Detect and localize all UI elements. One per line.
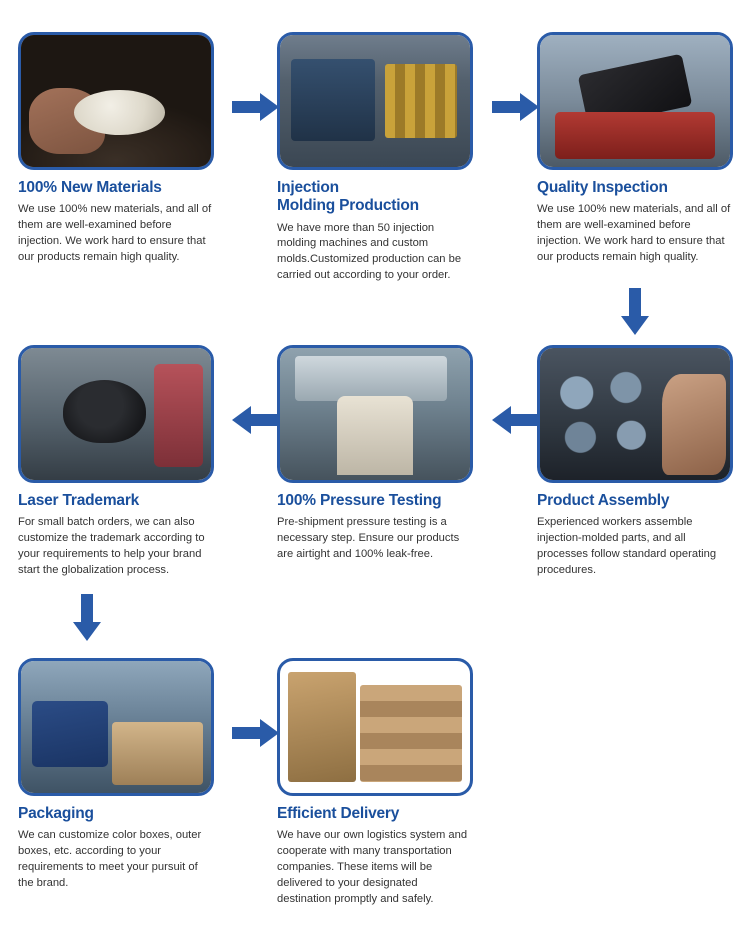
step-image-efficient-delivery [277, 658, 473, 796]
step-image-packaging [18, 658, 214, 796]
step-title-line1: Injection [277, 179, 339, 196]
photo-art-laser [21, 348, 211, 480]
step-description: We use 100% new materials, and all of them are well-examined before injection. We work hard to ensure that our products remain high quality. [537, 203, 731, 263]
step-card-injection-molding [277, 32, 473, 284]
step-card-packaging [18, 658, 214, 892]
step-image-product-assembly [537, 345, 733, 483]
step-title: Quality Inspection [537, 179, 668, 196]
step-description: We use 100% new materials, and all of them are well-examined before injection. We work hard to ensure that our products remain high quality. [18, 203, 212, 263]
arrow-left-icon-2 [232, 405, 280, 435]
step-description: We have our own logistics system and cooperate with many transportation companies. These items will be delivered to your designated destination promptly and safely. [277, 829, 468, 905]
step-card-pressure-testing [277, 345, 473, 563]
step-image-injection-molding [277, 32, 473, 170]
step-card-quality-inspection [537, 32, 733, 266]
step-description: For small batch orders, we can also customize the trademark according to your requirements to help your brand start the globalization process. [18, 516, 205, 576]
photo-art-packaging [21, 661, 211, 793]
step-title-line2: Molding Production [277, 197, 419, 215]
photo-art-molding-machine [280, 35, 470, 167]
step-image-pressure-testing [277, 345, 473, 483]
step-card-product-assembly [537, 345, 733, 579]
arrow-down-icon-1 [620, 288, 650, 336]
step-description: Experienced workers assemble injection-molded parts, and all processes follow standard operating procedures. [537, 516, 717, 576]
step-title: Laser Trademark [18, 492, 140, 509]
photo-art-inspection [540, 35, 730, 167]
step-title: Efficient Delivery [277, 805, 400, 822]
arrow-left-icon-1 [492, 405, 540, 435]
step-image-laser-trademark [18, 345, 214, 483]
step-description: We can customize color boxes, outer boxes, etc. according to your requirements to meet your pursuit of the brand. [18, 829, 202, 889]
step-image-new-materials [18, 32, 214, 170]
arrow-right-icon-3 [232, 718, 280, 748]
photo-art-delivery [280, 661, 470, 793]
step-card-efficient-delivery [277, 658, 473, 908]
photo-art-assembly [540, 348, 730, 480]
step-title: 100% New Materials [18, 179, 162, 196]
arrow-right-icon-2 [492, 92, 540, 122]
step-description: We have more than 50 injection molding machines and custom molds.Customized production can be carried out according to your order. [277, 221, 462, 282]
step-title [277, 179, 473, 216]
step-description: Pre-shipment pressure testing is a necessary step. Ensure our products are airtight and 100% leak-free. [277, 516, 460, 561]
step-image-quality-inspection [537, 32, 733, 170]
photo-art-pressure-test [280, 348, 470, 480]
step-title: 100% Pressure Testing [277, 492, 442, 509]
photo-art-pellets [21, 35, 211, 167]
step-title: Packaging [18, 805, 94, 822]
step-title: Product Assembly [537, 492, 670, 509]
step-card-new-materials [18, 32, 214, 266]
arrow-down-icon-2 [72, 594, 102, 642]
arrow-right-icon-1 [232, 92, 280, 122]
step-card-laser-trademark [18, 345, 214, 579]
